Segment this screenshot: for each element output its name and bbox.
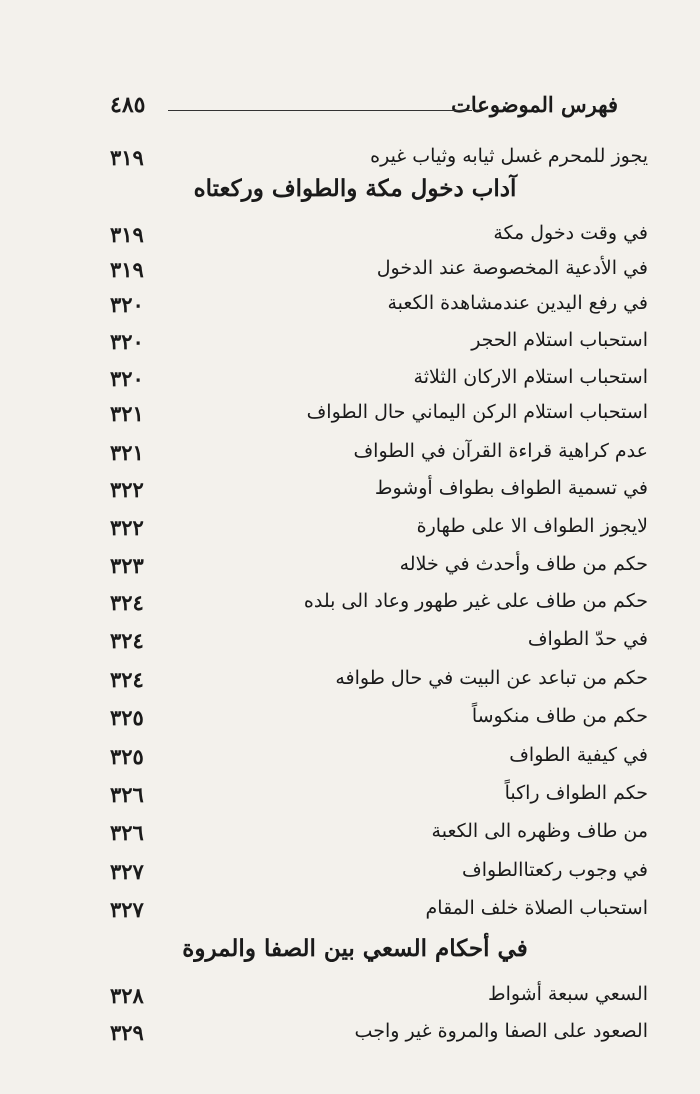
index-entry: [110, 1020, 648, 1052]
entry-topic: يجوز للمحرم غسل ثيابه وثياب غيره: [370, 145, 648, 167]
entry-page: ٣٢٩: [110, 1020, 144, 1045]
entry-topic: الصعود على الصفا والمروة غير واجب: [354, 1020, 648, 1042]
entry-page: ٣٢٢: [110, 477, 144, 502]
entry-topic: في رفع اليدين عندمشاهدة الكعبة: [387, 292, 648, 314]
entry-page: ٣٢٠: [110, 329, 144, 354]
section-heading: آداب دخول مكة والطواف وركعتاه: [193, 175, 517, 202]
entry-page: ٣٢٦: [110, 820, 144, 845]
index-entry: [110, 515, 648, 547]
index-entry: [110, 859, 648, 891]
index-entry: [110, 590, 648, 622]
index-entry: [110, 553, 648, 585]
section-heading: في أحكام السعي بين الصفا والمروة: [182, 935, 528, 962]
entry-topic: استحباب استلام الحجر: [471, 329, 648, 351]
entry-page: ٣٢٨: [110, 983, 144, 1008]
entry-topic: في كيفية الطواف: [509, 744, 648, 766]
entry-page: ٣٢٧: [110, 859, 144, 884]
entry-page: ٣١٩: [110, 257, 144, 282]
index-entry: [110, 477, 648, 509]
index-entry: [110, 820, 648, 852]
entry-page: ٣٢٠: [110, 366, 144, 391]
entry-topic: عدم كراهية قراءة القرآن في الطواف: [353, 440, 648, 462]
page-number: ٤٨٥: [110, 92, 146, 118]
entry-topic: السعي سبعة أشواط: [488, 983, 648, 1005]
entry-page: ٣٢٣: [110, 553, 144, 578]
entry-topic: استحباب استلام الركن اليماني حال الطواف: [306, 401, 648, 423]
index-entry: [110, 292, 648, 324]
entry-page: ٣٢٥: [110, 705, 144, 730]
index-entry: [110, 257, 648, 289]
entry-page: ٣١٩: [110, 222, 144, 247]
entry-page: ٣٢٧: [110, 897, 144, 922]
index-entry: [110, 366, 648, 398]
entry-page: ٣٢٤: [110, 590, 144, 615]
entry-topic: حكم من تباعد عن البيت في حال طوافه: [335, 667, 648, 689]
index-entry: [110, 440, 648, 472]
entry-topic: في تسمية الطواف بطواف أوشوط: [374, 477, 648, 499]
entry-topic: في وقت دخول مكة: [493, 222, 648, 244]
entry-topic: حكم الطواف راكباً: [504, 782, 648, 804]
index-entry: [110, 897, 648, 929]
index-entry: [110, 667, 648, 699]
entry-page: ٣٢٤: [110, 667, 144, 692]
entry-topic: في وجوب ركعتاالطواف: [462, 859, 648, 881]
entry-page: ٣٢٤: [110, 628, 144, 653]
index-entry: [110, 705, 648, 737]
entry-page: ٣٢٦: [110, 782, 144, 807]
entry-topic: حكم من طاف على غير طهور وعاد الى بلده: [303, 590, 648, 612]
index-entry: [110, 145, 648, 177]
entry-page: ٣٢٠: [110, 292, 144, 317]
entry-page: ٣٢٢: [110, 515, 144, 540]
index-entry: [110, 782, 648, 814]
entry-page: ٣١٩: [110, 145, 144, 170]
index-entry: [110, 401, 648, 433]
entry-page: ٣٢٥: [110, 744, 144, 769]
entry-topic: استحباب الصلاة خلف المقام: [425, 897, 648, 919]
index-entry: [110, 222, 648, 254]
entry-topic: حكم من طاف وأحدث في خلاله: [399, 553, 648, 575]
entry-topic: لايجوز الطواف الا على طهارة: [416, 515, 648, 537]
entry-page: ٣٢١: [110, 401, 144, 426]
entry-topic: في حدّ الطواف: [527, 628, 648, 650]
entry-topic: حكم من طاف منكوساً: [471, 705, 648, 727]
entry-topic: استحباب استلام الاركان الثلاثة: [413, 366, 648, 388]
index-entry: [110, 983, 648, 1015]
entry-page: ٣٢١: [110, 440, 144, 465]
entry-topic: في الأدعية المخصوصة عند الدخول: [376, 257, 648, 279]
entry-topic: من طاف وظهره الى الكعبة: [431, 820, 648, 842]
index-entry: [110, 628, 648, 660]
running-title: فهرس الموضوعات: [451, 92, 618, 117]
index-entry: [110, 329, 648, 361]
index-entry: [110, 744, 648, 776]
